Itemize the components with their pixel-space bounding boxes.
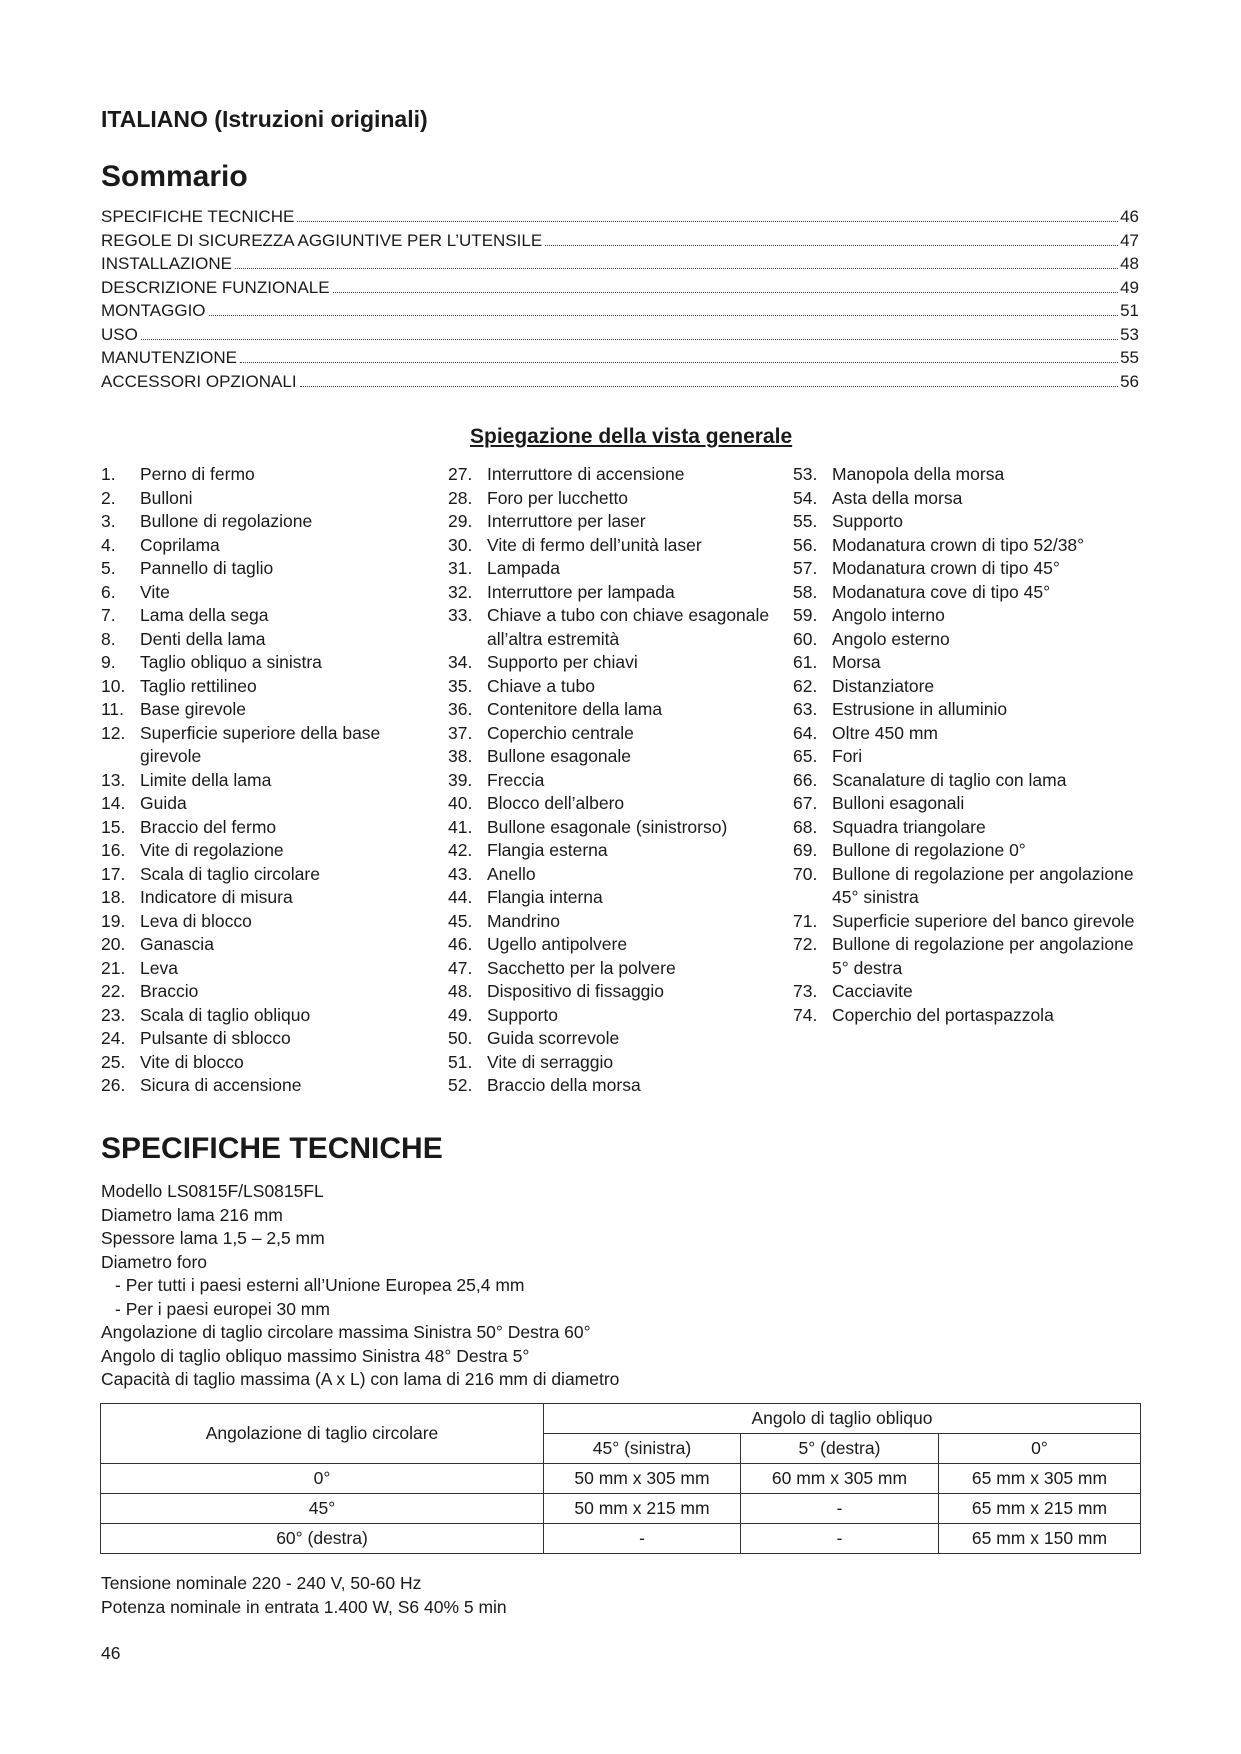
legend-number: 62. — [793, 675, 818, 696]
toc-label: MANUTENZIONE — [101, 348, 237, 367]
legend-text: Leva di blocco — [140, 910, 252, 931]
legend-item — [448, 675, 778, 699]
specs-title: SPECIFICHE TECNICHE — [101, 1132, 443, 1165]
legend-number: 28. — [448, 487, 473, 508]
toc-entry[interactable] — [101, 348, 1139, 372]
legend-number: 72. — [793, 934, 818, 954]
legend-number: 29. — [448, 511, 473, 531]
legend-text: Bullone esagonale — [487, 746, 632, 766]
legend-text: Angolo interno — [832, 605, 945, 625]
legend-number: 8. — [101, 628, 116, 649]
toc-leader — [297, 221, 1118, 222]
toc-page: 56 — [1120, 371, 1139, 391]
legend-item — [448, 534, 778, 558]
overview-column-1 — [101, 463, 431, 1098]
spec-capacity: Capacità di taglio massima (A x L) con lama di 216 mm di diametro — [101, 1369, 620, 1389]
legend-text: Supporto — [487, 1004, 559, 1025]
legend-number: 61. — [793, 652, 818, 672]
legend-item — [101, 487, 431, 511]
legend-text: Interruttore per laser — [487, 511, 646, 531]
legend-number: 49. — [448, 1004, 473, 1025]
legend-number: 73. — [793, 981, 818, 1001]
legend-item — [448, 487, 778, 511]
legend-number: 58. — [793, 581, 818, 602]
legend-text: Sicura di accensione — [140, 1075, 302, 1095]
legend-number: 36. — [448, 699, 473, 719]
legend-item — [448, 910, 778, 934]
legend-number: 10. — [101, 675, 126, 696]
table-cell: - — [741, 1494, 939, 1524]
legend-number: 70. — [793, 863, 818, 884]
legend-number: 47. — [448, 957, 473, 978]
legend-number: 35. — [448, 675, 473, 696]
legend-item — [101, 839, 431, 863]
legend-text: Freccia — [487, 769, 545, 790]
legend-item — [101, 534, 431, 558]
legend-text: Bullone di regolazione per angolazione 45° sinistra — [832, 863, 1134, 907]
legend-text: Scala di taglio obliquo — [140, 1004, 311, 1025]
toc-leader — [300, 386, 1119, 387]
legend-text: Bullone esagonale (sinistrorso) — [487, 816, 728, 837]
legend-text: Guida — [140, 793, 187, 813]
legend-number: 12. — [101, 722, 126, 743]
toc-leader — [141, 339, 1118, 340]
spec-bore-eu: - Per i paesi europei 30 mm — [115, 1298, 330, 1319]
legend-text: Vite di blocco — [140, 1051, 244, 1072]
toc-leader — [209, 315, 1119, 316]
legend-item — [448, 698, 778, 722]
column-header: 0° — [939, 1434, 1141, 1464]
legend-text: Denti della lama — [140, 628, 266, 649]
legend-text: Perno di fermo — [140, 464, 255, 484]
toc-entry[interactable] — [101, 254, 1139, 278]
legend-text: Indicatore di misura — [140, 887, 293, 907]
toc-page: 51 — [1120, 301, 1139, 320]
legend-item — [793, 510, 1143, 534]
legend-text: Bullone di regolazione 0° — [832, 840, 1026, 860]
legend-text: Braccio del fermo — [140, 816, 277, 837]
toc-entry[interactable] — [101, 231, 1139, 255]
toc-page: 47 — [1120, 230, 1139, 250]
legend-number: 21. — [101, 957, 126, 978]
spec-power: Potenza nominale in entrata 1.400 W, S6 40% 5 min — [101, 1596, 507, 1617]
legend-number: 20. — [101, 934, 126, 954]
legend-item — [793, 1004, 1143, 1028]
legend-text: Fori — [832, 746, 863, 766]
legend-number: 56. — [793, 534, 818, 555]
spec-blade-diameter: Diametro lama 216 mm — [101, 1204, 283, 1225]
legend-text: Superficie superiore del banco girevole — [832, 910, 1135, 931]
legend-number: 26. — [101, 1075, 126, 1095]
overview-column-3 — [793, 463, 1143, 1027]
table-row — [101, 1494, 1141, 1524]
legend-item — [448, 980, 778, 1004]
legend-text: Interruttore per lampada — [487, 581, 675, 602]
legend-item — [793, 651, 1143, 675]
legend-item — [448, 557, 778, 581]
legend-text: Braccio della morsa — [487, 1075, 641, 1095]
legend-text: Pannello di taglio — [140, 558, 274, 578]
table-cell: - — [544, 1524, 741, 1554]
legend-number: 4. — [101, 534, 116, 555]
table-cell: 50 mm x 305 mm — [544, 1464, 741, 1494]
legend-item — [793, 839, 1143, 863]
legend-text: Scanalature di taglio con lama — [832, 769, 1067, 790]
legend-text: Bullone di regolazione — [140, 511, 313, 531]
legend-text: Vite di regolazione — [140, 840, 284, 860]
page-number: 46 — [101, 1643, 121, 1663]
legend-text: Foro per lucchetto — [487, 487, 629, 508]
legend-item — [448, 510, 778, 534]
legend-item — [793, 933, 1143, 980]
legend-number: 53. — [793, 464, 818, 484]
legend-number: 59. — [793, 605, 818, 625]
legend-number: 1. — [101, 464, 116, 484]
legend-item — [101, 722, 431, 769]
toc-entry[interactable] — [101, 278, 1139, 302]
legend-item — [101, 463, 431, 487]
legend-text: Blocco dell’albero — [487, 793, 625, 813]
legend-item — [101, 510, 431, 534]
legend-item — [448, 463, 778, 487]
legend-number: 40. — [448, 793, 473, 813]
row-angle: 0° — [101, 1464, 544, 1494]
legend-text: Estrusione in alluminio — [832, 699, 1008, 719]
legend-item — [101, 1074, 431, 1098]
legend-item — [793, 628, 1143, 652]
legend-number: 33. — [448, 605, 473, 625]
legend-number: 69. — [793, 840, 818, 860]
legend-text: Bulloni — [140, 487, 193, 508]
legend-number: 52. — [448, 1075, 473, 1095]
legend-text: Mandrino — [487, 910, 560, 931]
legend-item — [101, 581, 431, 605]
legend-number: 57. — [793, 558, 818, 578]
legend-text: Bulloni esagonali — [832, 793, 965, 813]
table-cell: - — [741, 1524, 939, 1554]
legend-number: 18. — [101, 887, 126, 907]
legend-item — [793, 863, 1143, 910]
legend-item — [448, 1004, 778, 1028]
toc-entry[interactable] — [101, 372, 1139, 396]
legend-item — [101, 957, 431, 981]
legend-item — [448, 722, 778, 746]
legend-number: 32. — [448, 581, 473, 602]
legend-text: Contenitore della lama — [487, 699, 663, 719]
toc-leader — [240, 362, 1118, 363]
legend-number: 37. — [448, 722, 473, 743]
legend-item — [448, 651, 778, 675]
table-cell: 65 mm x 305 mm — [939, 1464, 1141, 1494]
legend-number: 74. — [793, 1004, 818, 1025]
language-heading: ITALIANO (Istruzioni originali) — [101, 106, 428, 132]
legend-text: Flangia interna — [487, 887, 603, 907]
toc-title: Sommario — [101, 160, 248, 193]
legend-text: Pulsante di sblocco — [140, 1028, 291, 1048]
legend-number: 17. — [101, 863, 126, 884]
legend-item — [793, 534, 1143, 558]
table-of-contents — [101, 207, 1139, 395]
toc-leader — [545, 245, 1118, 246]
legend-number: 7. — [101, 605, 116, 625]
legend-item — [793, 463, 1143, 487]
legend-number: 5. — [101, 558, 116, 578]
toc-label: DESCRIZIONE FUNZIONALE — [101, 277, 330, 297]
toc-page: 46 — [1120, 207, 1139, 226]
legend-item — [101, 628, 431, 652]
legend-item — [448, 1074, 778, 1098]
legend-text: Lama della sega — [140, 605, 269, 625]
column-header: 5° (destra) — [741, 1434, 939, 1464]
legend-text: Guida scorrevole — [487, 1028, 620, 1048]
row-angle: 45° — [101, 1494, 544, 1524]
legend-text: Taglio rettilineo — [140, 675, 257, 696]
legend-item — [793, 557, 1143, 581]
legend-item — [448, 863, 778, 887]
legend-item — [101, 1051, 431, 1075]
legend-item — [793, 792, 1143, 816]
legend-item — [448, 816, 778, 840]
toc-label: USO — [101, 324, 138, 344]
toc-label: MONTAGGIO — [101, 301, 206, 320]
legend-number: 41. — [448, 816, 473, 837]
toc-page: 49 — [1120, 277, 1139, 297]
toc-entry[interactable] — [101, 301, 1139, 325]
toc-leader — [235, 268, 1118, 269]
toc-entry[interactable] — [101, 325, 1139, 349]
legend-number: 54. — [793, 487, 818, 508]
table-cell: 65 mm x 215 mm — [939, 1494, 1141, 1524]
legend-text: Modanatura cove di tipo 45° — [832, 581, 1051, 602]
legend-number: 16. — [101, 840, 126, 860]
table-row — [101, 1524, 1141, 1554]
row-angle: 60° (destra) — [101, 1524, 544, 1554]
legend-number: 51. — [448, 1051, 473, 1072]
legend-text: Modanatura crown di tipo 52/38° — [832, 534, 1085, 555]
legend-text: Chiave a tubo con chiave esagonale all’altra estremità — [487, 605, 770, 649]
legend-item — [101, 698, 431, 722]
legend-item — [101, 863, 431, 887]
legend-item — [101, 933, 431, 957]
group-header: Angolo di taglio obliquo — [544, 1404, 1141, 1434]
legend-item — [101, 980, 431, 1004]
legend-item — [448, 1027, 778, 1051]
legend-number: 44. — [448, 887, 473, 907]
legend-text: Modanatura crown di tipo 45° — [832, 558, 1060, 578]
legend-text: Manopola della morsa — [832, 464, 1005, 484]
legend-number: 15. — [101, 816, 126, 837]
legend-number: 22. — [101, 981, 126, 1001]
legend-item — [793, 769, 1143, 793]
legend-item — [793, 980, 1143, 1004]
legend-number: 23. — [101, 1004, 126, 1025]
legend-text: Limite della lama — [140, 769, 272, 790]
legend-item — [101, 1004, 431, 1028]
legend-text: Ugello antipolvere — [487, 934, 628, 954]
legend-item — [793, 581, 1143, 605]
legend-item — [793, 698, 1143, 722]
legend-number: 9. — [101, 652, 116, 672]
legend-number: 30. — [448, 534, 473, 555]
legend-number: 64. — [793, 722, 818, 743]
legend-item — [448, 933, 778, 957]
legend-item — [793, 745, 1143, 769]
legend-item — [793, 604, 1143, 628]
legend-number: 50. — [448, 1028, 473, 1048]
table-header-row — [101, 1404, 1141, 1434]
legend-number: 43. — [448, 863, 473, 884]
specs-list — [101, 1180, 619, 1392]
legend-number: 45. — [448, 910, 473, 931]
legend-text: Angolo esterno — [832, 628, 950, 649]
toc-leader — [333, 292, 1118, 293]
overview-column-2 — [448, 463, 778, 1098]
legend-item — [101, 651, 431, 675]
legend-number: 39. — [448, 769, 473, 790]
legend-item — [101, 792, 431, 816]
legend-text: Anello — [487, 863, 536, 884]
corner-header: Angolazione di taglio circolare — [101, 1404, 544, 1464]
toc-label: SPECIFICHE TECNICHE — [101, 207, 295, 226]
legend-item — [101, 604, 431, 628]
legend-text: Superficie superiore della base girevole — [140, 722, 381, 766]
spec-max-bevel: Angolo di taglio obliquo massimo Sinistra 48° Destra 5° — [101, 1345, 530, 1366]
legend-item — [101, 1027, 431, 1051]
legend-item — [448, 792, 778, 816]
spec-voltage: Tensione nominale 220 - 240 V, 50-60 Hz — [101, 1573, 422, 1593]
legend-text: Scala di taglio circolare — [140, 863, 320, 884]
table-cell: 60 mm x 305 mm — [741, 1464, 939, 1494]
electrical-specs — [101, 1572, 507, 1619]
legend-text: Interruttore di accensione — [487, 464, 685, 484]
legend-text: Oltre 450 mm — [832, 722, 938, 743]
legend-number: 42. — [448, 840, 473, 860]
legend-number: 3. — [101, 511, 116, 531]
legend-text: Distanziatore — [832, 675, 935, 696]
legend-text: Leva — [140, 957, 178, 978]
legend-text: Sacchetto per la polvere — [487, 957, 676, 978]
legend-text: Vite di fermo dell’unità laser — [487, 534, 702, 555]
legend-text: Taglio obliquo a sinistra — [140, 652, 322, 672]
table-row — [101, 1464, 1141, 1494]
legend-item — [793, 722, 1143, 746]
legend-number: 71. — [793, 910, 818, 931]
legend-text: Lampada — [487, 558, 560, 578]
table-cell: 50 mm x 215 mm — [544, 1494, 741, 1524]
legend-number: 46. — [448, 934, 473, 954]
legend-item — [448, 839, 778, 863]
legend-number: 11. — [101, 699, 125, 719]
legend-item — [101, 910, 431, 934]
toc-page: 48 — [1120, 254, 1139, 273]
legend-item — [101, 886, 431, 910]
legend-number: 31. — [448, 558, 473, 578]
legend-number: 2. — [101, 487, 116, 508]
spec-bore-non-eu: - Per tutti i paesi esterni all’Unione Europea 25,4 mm — [115, 1275, 525, 1295]
table-cell: 65 mm x 150 mm — [939, 1524, 1141, 1554]
legend-item — [793, 675, 1143, 699]
toc-page: 53 — [1120, 324, 1139, 344]
legend-text: Morsa — [832, 652, 881, 672]
legend-text: Asta della morsa — [832, 487, 963, 508]
toc-page: 55 — [1120, 348, 1139, 367]
legend-item — [101, 557, 431, 581]
legend-text: Coprilama — [140, 534, 220, 555]
legend-number: 6. — [101, 581, 116, 602]
legend-item — [793, 910, 1143, 934]
legend-number: 38. — [448, 746, 473, 766]
legend-text: Coperchio centrale — [487, 722, 634, 743]
legend-number: 66. — [793, 769, 818, 790]
legend-item — [448, 1051, 778, 1075]
legend-number: 60. — [793, 628, 818, 649]
legend-number: 14. — [101, 793, 126, 813]
legend-item — [448, 745, 778, 769]
legend-text: Cacciavite — [832, 981, 913, 1001]
overview-title: Spiegazione della vista generale — [470, 425, 793, 448]
legend-number: 25. — [101, 1051, 126, 1072]
spec-max-miter: Angolazione di taglio circolare massima Sinistra 50° Destra 60° — [101, 1322, 591, 1342]
legend-number: 19. — [101, 910, 126, 931]
capacity-table — [100, 1403, 1141, 1554]
toc-label: INSTALLAZIONE — [101, 254, 232, 273]
toc-label: REGOLE DI SICUREZZA AGGIUNTIVE PER L’UTENSILE — [101, 230, 543, 250]
legend-text: Base girevole — [140, 699, 247, 719]
legend-item — [101, 816, 431, 840]
legend-text: Supporto — [832, 511, 904, 531]
spec-model: Modello LS0815F/LS0815FL — [101, 1181, 324, 1201]
legend-text: Chiave a tubo — [487, 675, 595, 696]
legend-number: 55. — [793, 511, 818, 531]
legend-number: 24. — [101, 1028, 126, 1048]
legend-text: Squadra triangolare — [832, 816, 986, 837]
legend-number: 27. — [448, 464, 473, 484]
legend-text: Coperchio del portaspazzola — [832, 1004, 1054, 1025]
legend-item — [793, 487, 1143, 511]
legend-item — [448, 769, 778, 793]
legend-item — [101, 675, 431, 699]
legend-number: 65. — [793, 746, 818, 766]
legend-item — [793, 816, 1143, 840]
legend-number: 34. — [448, 652, 473, 672]
legend-item — [448, 581, 778, 605]
legend-text: Braccio — [140, 981, 199, 1001]
legend-text: Ganascia — [140, 934, 214, 954]
legend-text: Vite — [140, 581, 170, 602]
legend-item — [101, 769, 431, 793]
legend-text: Bullone di regolazione per angolazione 5° destra — [832, 934, 1134, 978]
legend-item — [448, 886, 778, 910]
spec-bore: Diametro foro — [101, 1251, 208, 1272]
legend-item — [448, 957, 778, 981]
legend-number: 68. — [793, 816, 818, 837]
legend-text: Flangia esterna — [487, 840, 608, 860]
legend-number: 67. — [793, 793, 818, 813]
toc-label: ACCESSORI OPZIONALI — [101, 371, 297, 391]
legend-number: 63. — [793, 699, 818, 719]
legend-text: Dispositivo di fissaggio — [487, 981, 665, 1001]
legend-number: 48. — [448, 981, 473, 1001]
column-header: 45° (sinistra) — [544, 1434, 741, 1464]
toc-entry[interactable] — [101, 207, 1139, 231]
legend-text: Vite di serraggio — [487, 1051, 614, 1072]
legend-item — [448, 604, 778, 651]
legend-number: 13. — [101, 769, 126, 790]
spec-blade-thickness: Spessore lama 1,5 – 2,5 mm — [101, 1228, 325, 1248]
legend-text: Supporto per chiavi — [487, 652, 638, 672]
